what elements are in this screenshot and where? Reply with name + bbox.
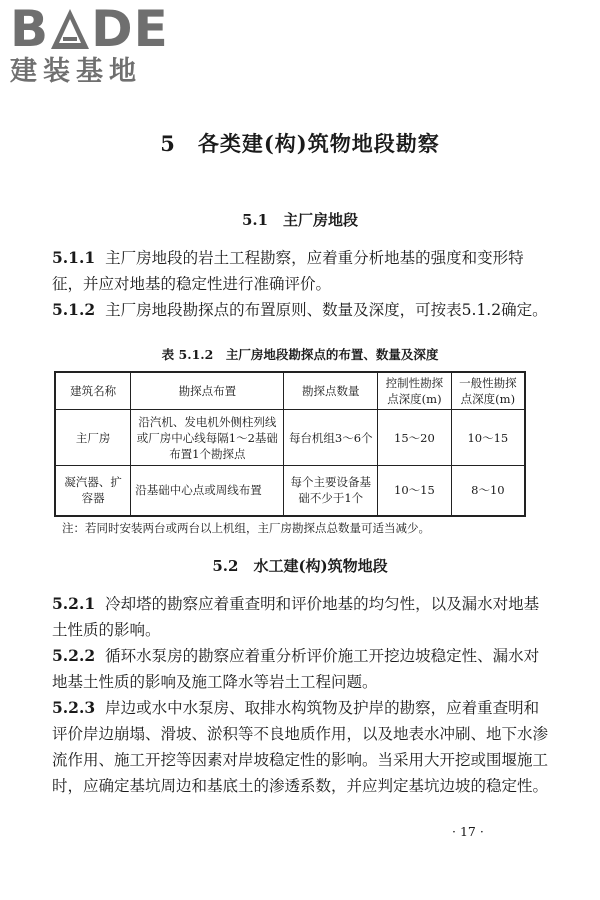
table-cell: 每台机组3～6个 xyxy=(284,410,378,466)
table-cell: 8～10 xyxy=(451,466,525,516)
table-caption: 表 5.1.2 主厂房地段勘探点的布置、数量及深度 xyxy=(161,347,439,362)
table-cell: 每个主要设备基础不少于1个 xyxy=(284,466,378,516)
exploration-points-table xyxy=(54,371,526,517)
clause-5-2-1 xyxy=(52,591,550,643)
clause-text: 主厂房地段勘探点的布置原则、数量及深度，可按表5.1.2确定。 xyxy=(105,301,548,319)
table-header-cell: 建筑名称 xyxy=(55,372,131,410)
table-header-cell: 勘探点数量 xyxy=(284,372,378,410)
clause-text: 循环水泵房的勘察应着重分析评价施工开挖边坡稳定性、漏水对地基土性质的影响及施工降水等岩土工程问题。 xyxy=(52,647,540,691)
clause-5-1-1 xyxy=(52,245,550,297)
table-header-row xyxy=(55,372,525,410)
chapter-title: 5 各类建(构)筑物地段勘察 xyxy=(160,131,440,156)
table-cell: 15～20 xyxy=(378,410,452,466)
clause-number: 5.2.1 xyxy=(52,594,96,613)
table-row xyxy=(55,410,525,466)
table-cell: 沿汽机、发电机外侧柱列线或厂房中心线每隔1～2基础布置1个勘探点 xyxy=(131,410,284,466)
clause-number: 5.1.1 xyxy=(52,248,96,267)
section-title-5-1: 5.1 主厂房地段 xyxy=(241,211,359,229)
clause-5-2-2 xyxy=(52,643,550,695)
clause-5-2-3 xyxy=(52,695,550,799)
table-header-cell: 一般性勘探点深度(m) xyxy=(451,372,525,410)
clause-text: 岸边或水中水泵房、取排水构筑物及护岸的勘察，应着重查明和评价岸边崩塌、滑坡、淤积等不良地质作用，以及地表水冲刷、地下水渗流作用、施工开挖等因素对岸坡稳定性的影响。当采用大开挖或围堰施工时，应确定基坑周边和基底土的渗透系数，并应判定基坑边坡的稳定性。 xyxy=(52,699,549,795)
table-header-cell: 控制性勘探点深度(m) xyxy=(378,372,452,410)
clause-number: 5.2.2 xyxy=(52,646,96,665)
page-number: · 17 · xyxy=(452,824,484,839)
site-logo xyxy=(10,2,180,87)
table-cell: 凝汽器、扩容器 xyxy=(55,466,131,516)
table-header-cell: 勘探点布置 xyxy=(131,372,284,410)
clause-text: 主厂房地段的岩土工程勘察，应着重分析地基的强度和变形特征，并应对地基的稳定性进行准确评价。 xyxy=(52,249,524,293)
clause-number: 5.2.3 xyxy=(52,698,96,717)
table-cell: 10～15 xyxy=(378,466,452,516)
table-note: 注：若同时安装两台或两台以上机组，主厂房勘探点总数量可适当减少。 xyxy=(62,521,430,535)
table-cell: 10～15 xyxy=(451,410,525,466)
logo-a-roof-icon xyxy=(50,7,90,51)
table-cell: 主厂房 xyxy=(55,410,131,466)
clause-number: 5.1.2 xyxy=(52,300,96,319)
clause-text: 冷却塔的勘察应着重查明和评价地基的均匀性，以及漏水对地基土性质的影响。 xyxy=(52,595,540,639)
section-title-5-2: 5.2 水工建(构)筑物地段 xyxy=(212,557,388,575)
table-cell: 沿基础中心点或周线布置 xyxy=(131,466,284,516)
clause-5-1-2 xyxy=(52,297,550,323)
logo-subtitle: 建装基地 xyxy=(10,56,142,87)
table-row xyxy=(55,466,525,516)
logo-wordmark: B DE xyxy=(10,0,169,58)
